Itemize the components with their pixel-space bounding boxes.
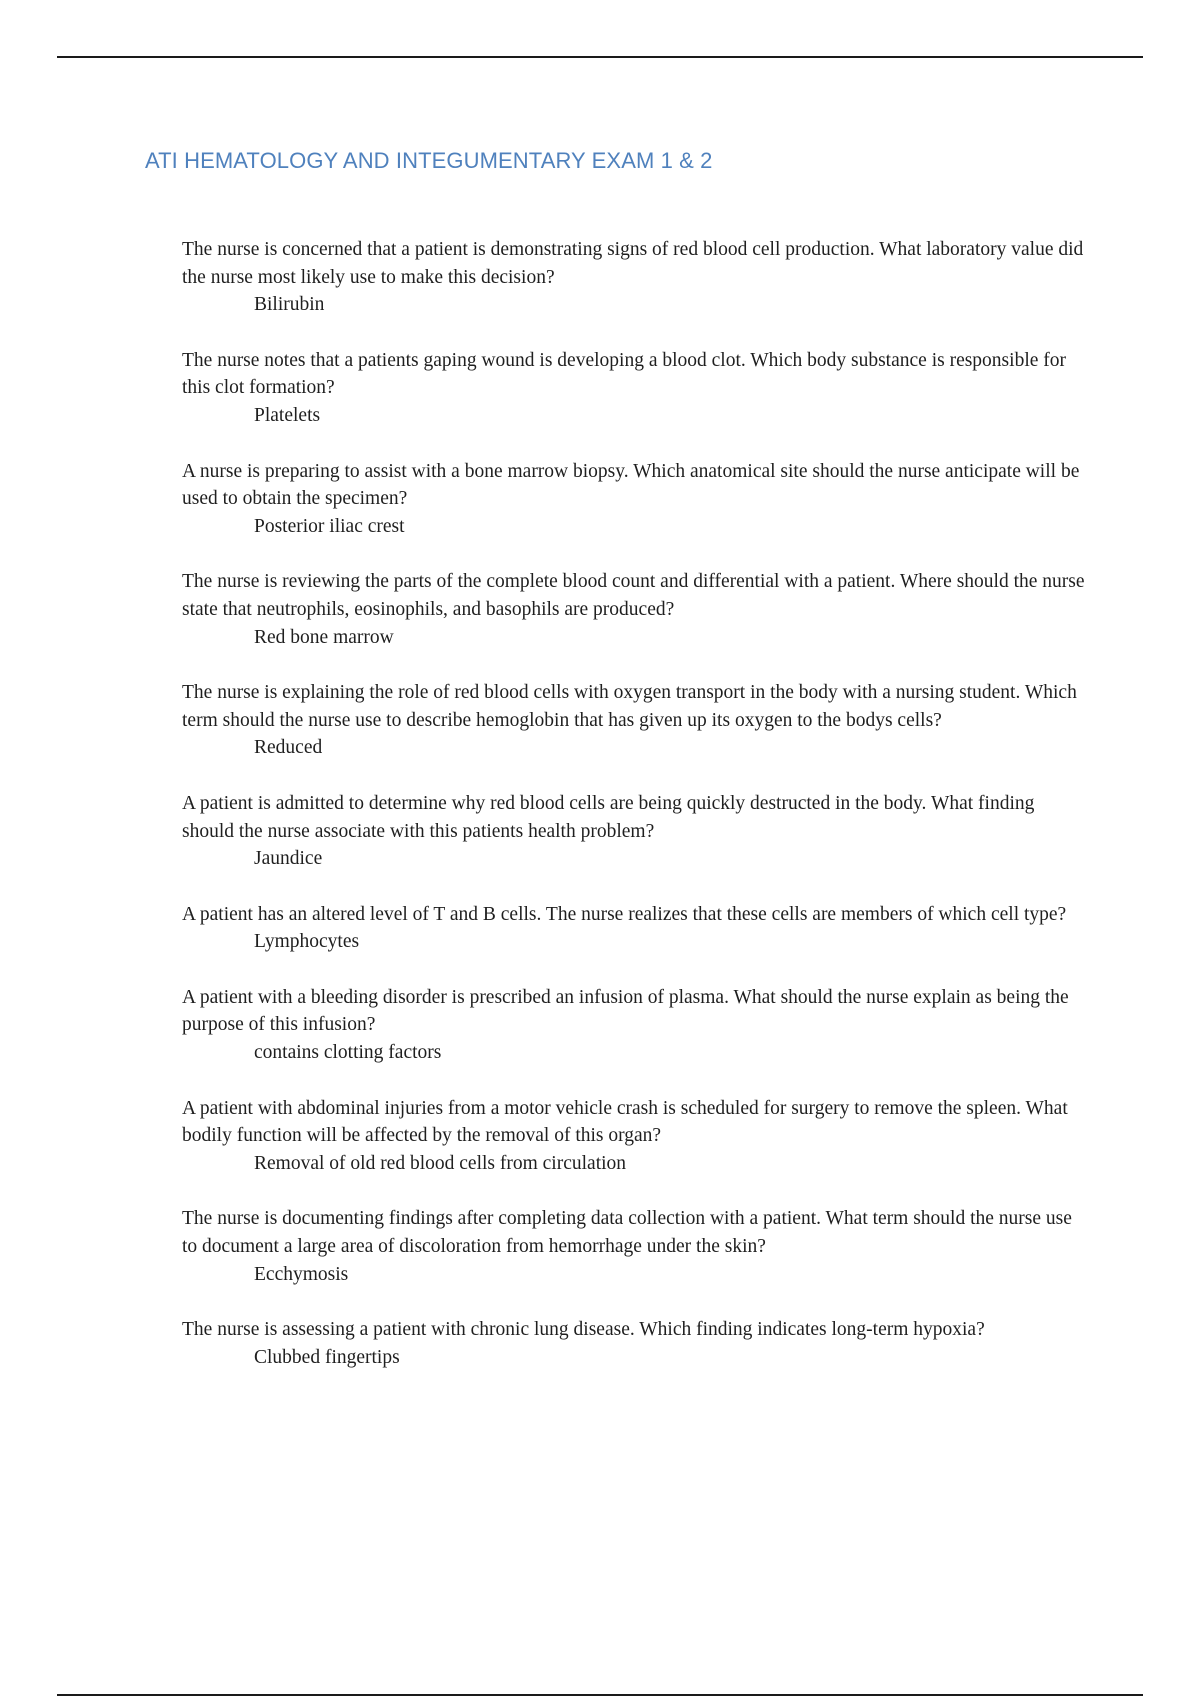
qa-item	[182, 1205, 1087, 1288]
qa-item	[182, 984, 1087, 1067]
question-text: The nurse is assessing a patient with chronic lung disease. Which finding indicates long-term hypoxia?	[182, 1319, 985, 1341]
answer-text: Lymphocytes	[254, 931, 360, 953]
question-text: A patient is admitted to determine why red blood cells are being quickly destructed in the body. What finding should the nurse associate with this patients health problem?	[182, 792, 1035, 842]
question-answer-list	[182, 236, 1087, 1399]
question-text: The nurse is reviewing the parts of the complete blood count and differential with a patient. Where should the nurse state that neutrophils, eosinophils, and basophils are produced?	[182, 571, 1085, 620]
question-text: A patient has an altered level of T and B cells. The nurse realizes that these cells are members of which cell type?	[182, 903, 1067, 925]
answer-text: contains clotting factors	[254, 1042, 442, 1064]
header-rule	[57, 56, 1143, 58]
answer-text: Bilirubin	[254, 294, 325, 316]
question-text: A patient with abdominal injuries from a motor vehicle crash is scheduled for surgery to remove the spleen. What bodily function will be affected by the removal of this organ?	[182, 1097, 1068, 1147]
qa-item	[182, 1095, 1087, 1178]
document-title: ATI HEMATOLOGY AND INTEGUMENTARY EXAM 1 & 2	[145, 148, 713, 173]
question-text: The nurse is concerned that a patient is demonstrating signs of red blood cell production. What laboratory value did the nurse most likely use to make this decision?	[182, 239, 1084, 288]
question-text: A nurse is preparing to assist with a bone marrow biopsy. Which anatomical site should the nurse anticipate will be used to obtain the specimen?	[182, 460, 1080, 510]
answer-text: Posterior iliac crest	[254, 515, 405, 537]
question-text: The nurse notes that a patients gaping wound is developing a blood clot. Which body substance is responsible for this clot formation?	[182, 349, 1067, 399]
answer-text: Red bone marrow	[254, 626, 394, 648]
answer-text: Platelets	[254, 404, 321, 426]
footer-rule	[57, 1694, 1143, 1696]
answer-text: Ecchymosis	[254, 1263, 349, 1285]
qa-item	[182, 901, 1087, 956]
answer-text: Clubbed fingertips	[254, 1346, 400, 1368]
qa-item	[182, 236, 1087, 319]
answer-text: Jaundice	[254, 848, 323, 870]
answer-text: Removal of old red blood cells from circulation	[254, 1152, 627, 1174]
qa-item	[182, 568, 1087, 651]
qa-item	[182, 458, 1087, 541]
qa-item	[182, 790, 1087, 873]
question-text: A patient with a bleeding disorder is prescribed an infusion of plasma. What should the nurse explain as being the purpose of this infusion?	[182, 986, 1069, 1036]
qa-item	[182, 347, 1087, 430]
question-text: The nurse is documenting findings after completing data collection with a patient. What term should the nurse use to document a large area of discoloration from hemorrhage under the skin?	[182, 1208, 1072, 1258]
qa-item	[182, 1316, 1087, 1371]
qa-item	[182, 679, 1087, 762]
answer-text: Reduced	[254, 737, 323, 759]
question-text: The nurse is explaining the role of red blood cells with oxygen transport in the body with a nursing student. Which term should the nurse use to describe hemoglobin that has given up its oxygen to the bodys cells?	[182, 682, 1077, 731]
